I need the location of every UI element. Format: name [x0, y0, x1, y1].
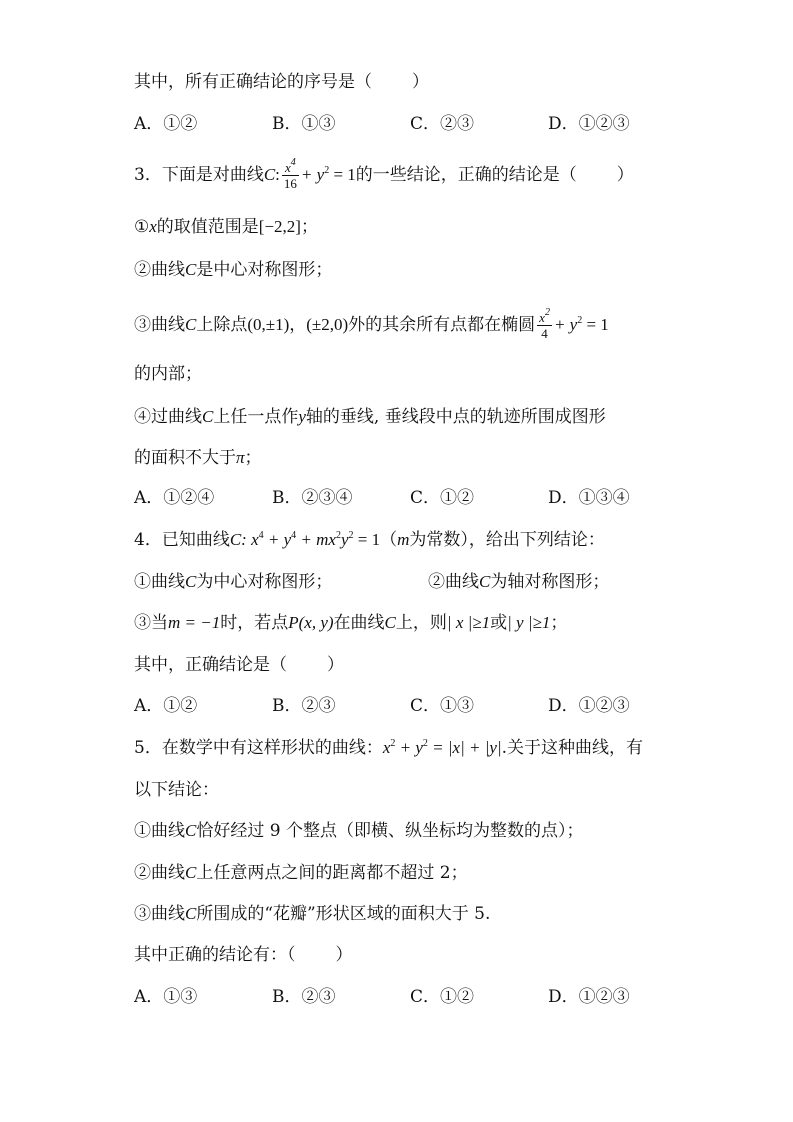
q3-statement-3: ③曲线C上除点(0,±1)，(±2,0)外的其余所有点都在椭圆 $\frac{x^2}{4}$ + $y^2 = 1$ [134, 307, 609, 341]
q5-statement-1: ①曲线C恰好经过 9 个整点（即横、纵坐标均为整数的点）； [134, 821, 584, 841]
q3-option-a[interactable]: A．①②④ [134, 488, 215, 508]
q3-option-d[interactable]: D．①③④ [548, 488, 630, 508]
q4-statement-1: ①曲线C为中心对称图形； [134, 572, 333, 592]
q3-statement-4-cont: 的面积不大于π； [134, 448, 262, 468]
q4-stem: 4．已知曲线C: $x^4 + y^4 + mx^2y^2 = 1(m$为常数），给出下列结论： [134, 530, 605, 550]
q3-statement-3-cont: 的内部； [134, 364, 202, 384]
q5-conclusion: 其中正确的结论有：（ ） [134, 945, 353, 965]
q3-option-c[interactable]: C．①② [410, 488, 475, 508]
q2-stem: 其中，所有正确结论的序号是（ ） [134, 72, 429, 92]
q3-statement-1: ①x的取值范围是[−2,2]； [134, 217, 318, 237]
q5-stem-cont: 以下结论： [134, 780, 219, 800]
q3-statement-4: ④过曲线C上任一点作y轴的垂线, 垂线段中点的轨迹所围成图形 [134, 407, 606, 427]
q5-option-b[interactable]: B．②③ [272, 987, 336, 1007]
q5-option-d[interactable]: D．①②③ [548, 987, 630, 1007]
q4-option-a[interactable]: A．①② [134, 696, 198, 716]
q2-option-b[interactable]: B．①③ [272, 114, 336, 134]
q2-option-a[interactable]: A．①② [134, 114, 198, 134]
q5-option-a[interactable]: A．①③ [134, 987, 198, 1007]
q4-option-d[interactable]: D．①②③ [548, 696, 630, 716]
q4-statement-2: ②曲线C为轴对称图形； [428, 572, 610, 592]
q5-stem: 5．在数学中有这样形状的曲线：$x^2 + y^2 = |x| + |y|$.关于这种曲线，有 [134, 738, 644, 758]
q5-statement-3: ③曲线C所围成的“花瓣”形状区域的面积大于 5. [134, 904, 491, 924]
q3-option-b[interactable]: B．②③④ [272, 488, 353, 508]
q4-option-b[interactable]: B．②③ [272, 696, 336, 716]
q4-statement-3: ③当m = −1时，若点P(x, y)在曲线C上，则| x |≥1或| y |≥1； [134, 613, 568, 633]
q2-option-d[interactable]: D．①②③ [548, 114, 630, 134]
q3-statement-2: ②曲线C是中心对称图形； [134, 260, 333, 280]
q2-option-c[interactable]: C．②③ [410, 114, 475, 134]
q3-stem: 3．下面是对曲线C: $\frac{x^4}{16}$ + $y^2 = 1$的一些结论，正确的结论是（ ） [134, 157, 634, 191]
q5-option-c[interactable]: C．①② [410, 987, 475, 1007]
q3-fraction: $\frac{x^4}{16}$ [283, 157, 297, 191]
q4-conclusion: 其中，正确结论是（ ） [134, 655, 344, 675]
q4-option-c[interactable]: C．①③ [410, 696, 475, 716]
q5-statement-2: ②曲线C上任意两点之间的距离都不超过 2； [134, 863, 468, 883]
q3-ellipse-fraction: $\frac{x^2}{4}$ [539, 307, 550, 341]
